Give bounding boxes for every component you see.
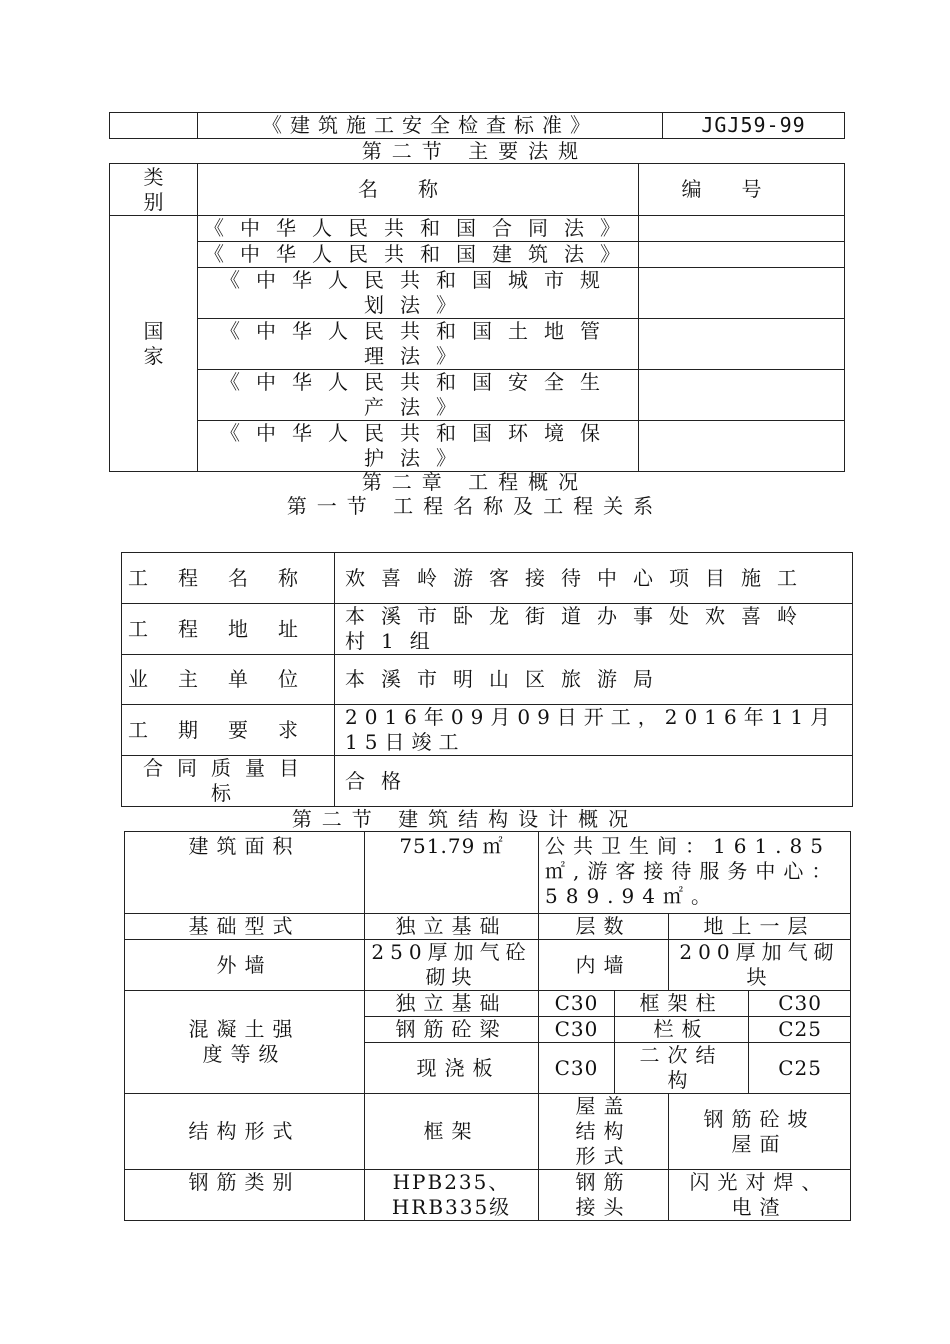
structure-form-label: 结构形式	[125, 1094, 365, 1170]
header-name: 名称	[198, 164, 639, 216]
concrete-element: 现浇板	[365, 1043, 539, 1094]
roof-structure-label: 屋盖结构形式	[539, 1094, 669, 1170]
inner-wall-label: 内墙	[539, 940, 669, 991]
concrete-element: 独立基础	[365, 991, 539, 1017]
concrete-grade: C30	[539, 991, 615, 1017]
inner-wall-value: 200厚加气砌块	[669, 940, 851, 991]
project-name-label: 工程名称	[122, 553, 335, 604]
standard-name: 《建筑施工安全检查标准》	[198, 113, 663, 139]
structure-form-value: 框架	[365, 1094, 539, 1170]
law-number	[639, 268, 845, 319]
law-item: 《中华人民共和国合同法》	[198, 216, 639, 242]
category-national: 国家	[110, 216, 198, 472]
project-address-label: 工程地址	[122, 604, 335, 655]
law-number	[639, 242, 845, 268]
standard-code: JGJ59-99	[663, 113, 845, 139]
law-item: 《中华人民共和国城市规划法》	[198, 268, 639, 319]
outer-wall-label: 外墙	[125, 940, 365, 991]
chapter-title: 第二章 工程概况	[361, 470, 589, 494]
rebar-joint-label: 钢筋接头	[539, 1170, 669, 1221]
outer-wall-value: 250厚加气砼砌块	[365, 940, 539, 991]
concrete-grade: C30	[749, 991, 851, 1017]
rebar-type-value: HPB235、HRB335级	[365, 1170, 539, 1221]
foundation-label: 基础型式	[125, 914, 365, 940]
rebar-joint-value: 闪光对焊、电渣	[669, 1170, 851, 1221]
area-label: 建筑面积	[125, 832, 365, 914]
rebar-type-label: 钢筋类别	[125, 1170, 365, 1221]
law-item: 《中华人民共和国安全生产法》	[198, 370, 639, 421]
structure-table	[124, 831, 851, 1221]
concrete-grade: C25	[749, 1017, 851, 1043]
law-item: 《中华人民共和国土地管理法》	[198, 319, 639, 370]
concrete-grade: C30	[539, 1043, 615, 1094]
laws-table	[109, 163, 845, 472]
project-address-value: 本溪市卧龙街道办事处欢喜岭村1组	[335, 604, 853, 655]
project-info-table	[121, 552, 853, 807]
law-number	[639, 216, 845, 242]
owner-value: 本溪市明山区旅游局	[335, 655, 853, 705]
concrete-element: 钢筋砼梁	[365, 1017, 539, 1043]
project-name-value: 欢喜岭游客接待中心项目施工	[335, 553, 853, 604]
schedule-label: 工期要求	[122, 705, 335, 756]
area-value: 751.79 ㎡	[365, 832, 539, 914]
concrete-element: 栏板	[615, 1017, 749, 1043]
section-laws-title: 第二节 主要法规	[361, 139, 589, 163]
area-detail: 公共卫生间：161.85㎡,游客接待服务中心：589.94㎡。	[539, 832, 851, 914]
quality-target-value: 合格	[335, 756, 853, 807]
blank-cell	[110, 113, 198, 139]
concrete-grade: C30	[539, 1017, 615, 1043]
concrete-element: 二次结构	[615, 1043, 749, 1094]
schedule-value: 2016年09月09日开工，2016年11月15日竣工	[335, 705, 853, 756]
law-number	[639, 319, 845, 370]
concrete-grade-label: 混凝土强度等级	[125, 991, 365, 1094]
law-number	[639, 370, 845, 421]
law-item: 《中华人民共和国建筑法》	[198, 242, 639, 268]
roof-structure-value: 钢筋砼坡屋面	[669, 1094, 851, 1170]
quality-target-label: 合同质量目标	[122, 756, 335, 807]
law-number	[639, 421, 845, 472]
header-number: 编号	[639, 164, 845, 216]
owner-label: 业主单位	[122, 655, 335, 705]
floors-label: 层数	[539, 914, 669, 940]
header-category: 类别	[110, 164, 198, 216]
section2-title: 第二节 建筑结构设计概况	[291, 807, 639, 831]
law-item: 《中华人民共和国环境保护法》	[198, 421, 639, 472]
foundation-value: 独立基础	[365, 914, 539, 940]
section1-title: 第一节 工程名称及工程关系	[286, 494, 664, 518]
concrete-element: 框架柱	[615, 991, 749, 1017]
concrete-grade: C25	[749, 1043, 851, 1094]
standard-reference-table	[109, 112, 845, 139]
floors-value: 地上一层	[669, 914, 851, 940]
